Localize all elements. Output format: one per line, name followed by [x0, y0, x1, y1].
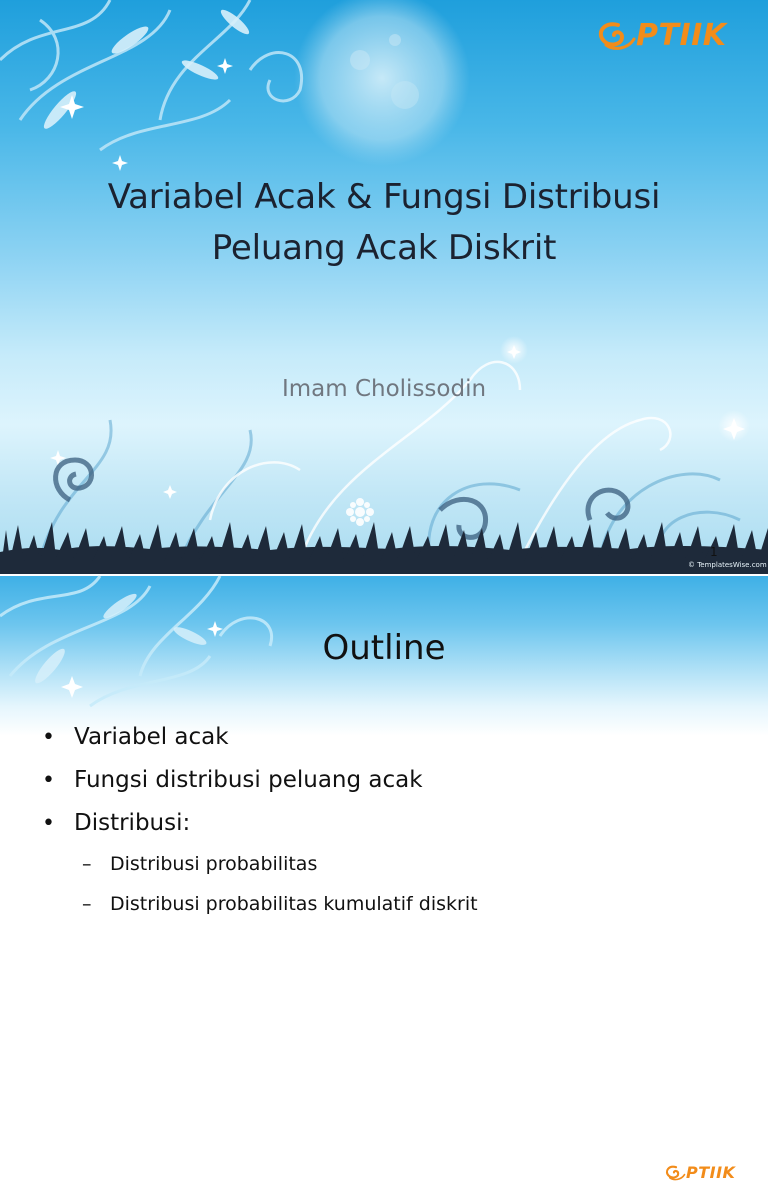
- sub-list-item: [82, 844, 478, 884]
- bullet-text: Fungsi distribusi peluang acak: [74, 767, 423, 793]
- outline-slide: [0, 576, 768, 1182]
- moon-icon: [294, 0, 470, 166]
- logo-swirl-mark-icon: [664, 1164, 686, 1182]
- bullet-list: [42, 716, 423, 845]
- dash-icon: –: [82, 853, 92, 875]
- sub-bullet-text: Distribusi probabilitas kumulatif diskrit: [110, 893, 478, 915]
- dash-icon: –: [82, 893, 92, 915]
- bullet-icon: •: [42, 811, 55, 836]
- slide-heading: Outline: [322, 628, 446, 668]
- bullet-text: Distribusi:: [74, 810, 191, 836]
- slide-title: [40, 172, 728, 274]
- ptiik-logo: [664, 1163, 735, 1182]
- swirl-dark-ornament: [56, 460, 628, 537]
- page-number: 1: [710, 545, 718, 559]
- sub-list-item: [82, 884, 478, 924]
- bullet-icon: •: [42, 725, 55, 750]
- grass-silhouette-icon: [0, 522, 768, 574]
- logo-text: PTIIK: [686, 1163, 736, 1182]
- list-item: [42, 759, 423, 802]
- sub-bullet-text: Distribusi probabilitas: [110, 853, 318, 875]
- list-item: [42, 716, 423, 759]
- bullet-text: Variabel acak: [74, 724, 229, 750]
- ptiik-logo: [596, 18, 727, 53]
- sub-bullet-list: [82, 844, 478, 924]
- title-line-1: Variabel Acak & Fungsi Distribusi: [107, 177, 661, 217]
- logo-text: PTIIK: [636, 18, 727, 53]
- title-slide: [0, 0, 768, 574]
- list-item: [42, 802, 423, 845]
- author-name: Imam Cholissodin: [281, 376, 487, 402]
- bullet-icon: •: [42, 768, 55, 793]
- background-decoration: [0, 0, 768, 574]
- template-credit: © TemplatesWise.com: [688, 561, 767, 569]
- title-line-2: Peluang Acak Diskrit: [211, 228, 557, 268]
- logo-swirl-mark-icon: [596, 19, 636, 53]
- flower-icon: [346, 498, 374, 526]
